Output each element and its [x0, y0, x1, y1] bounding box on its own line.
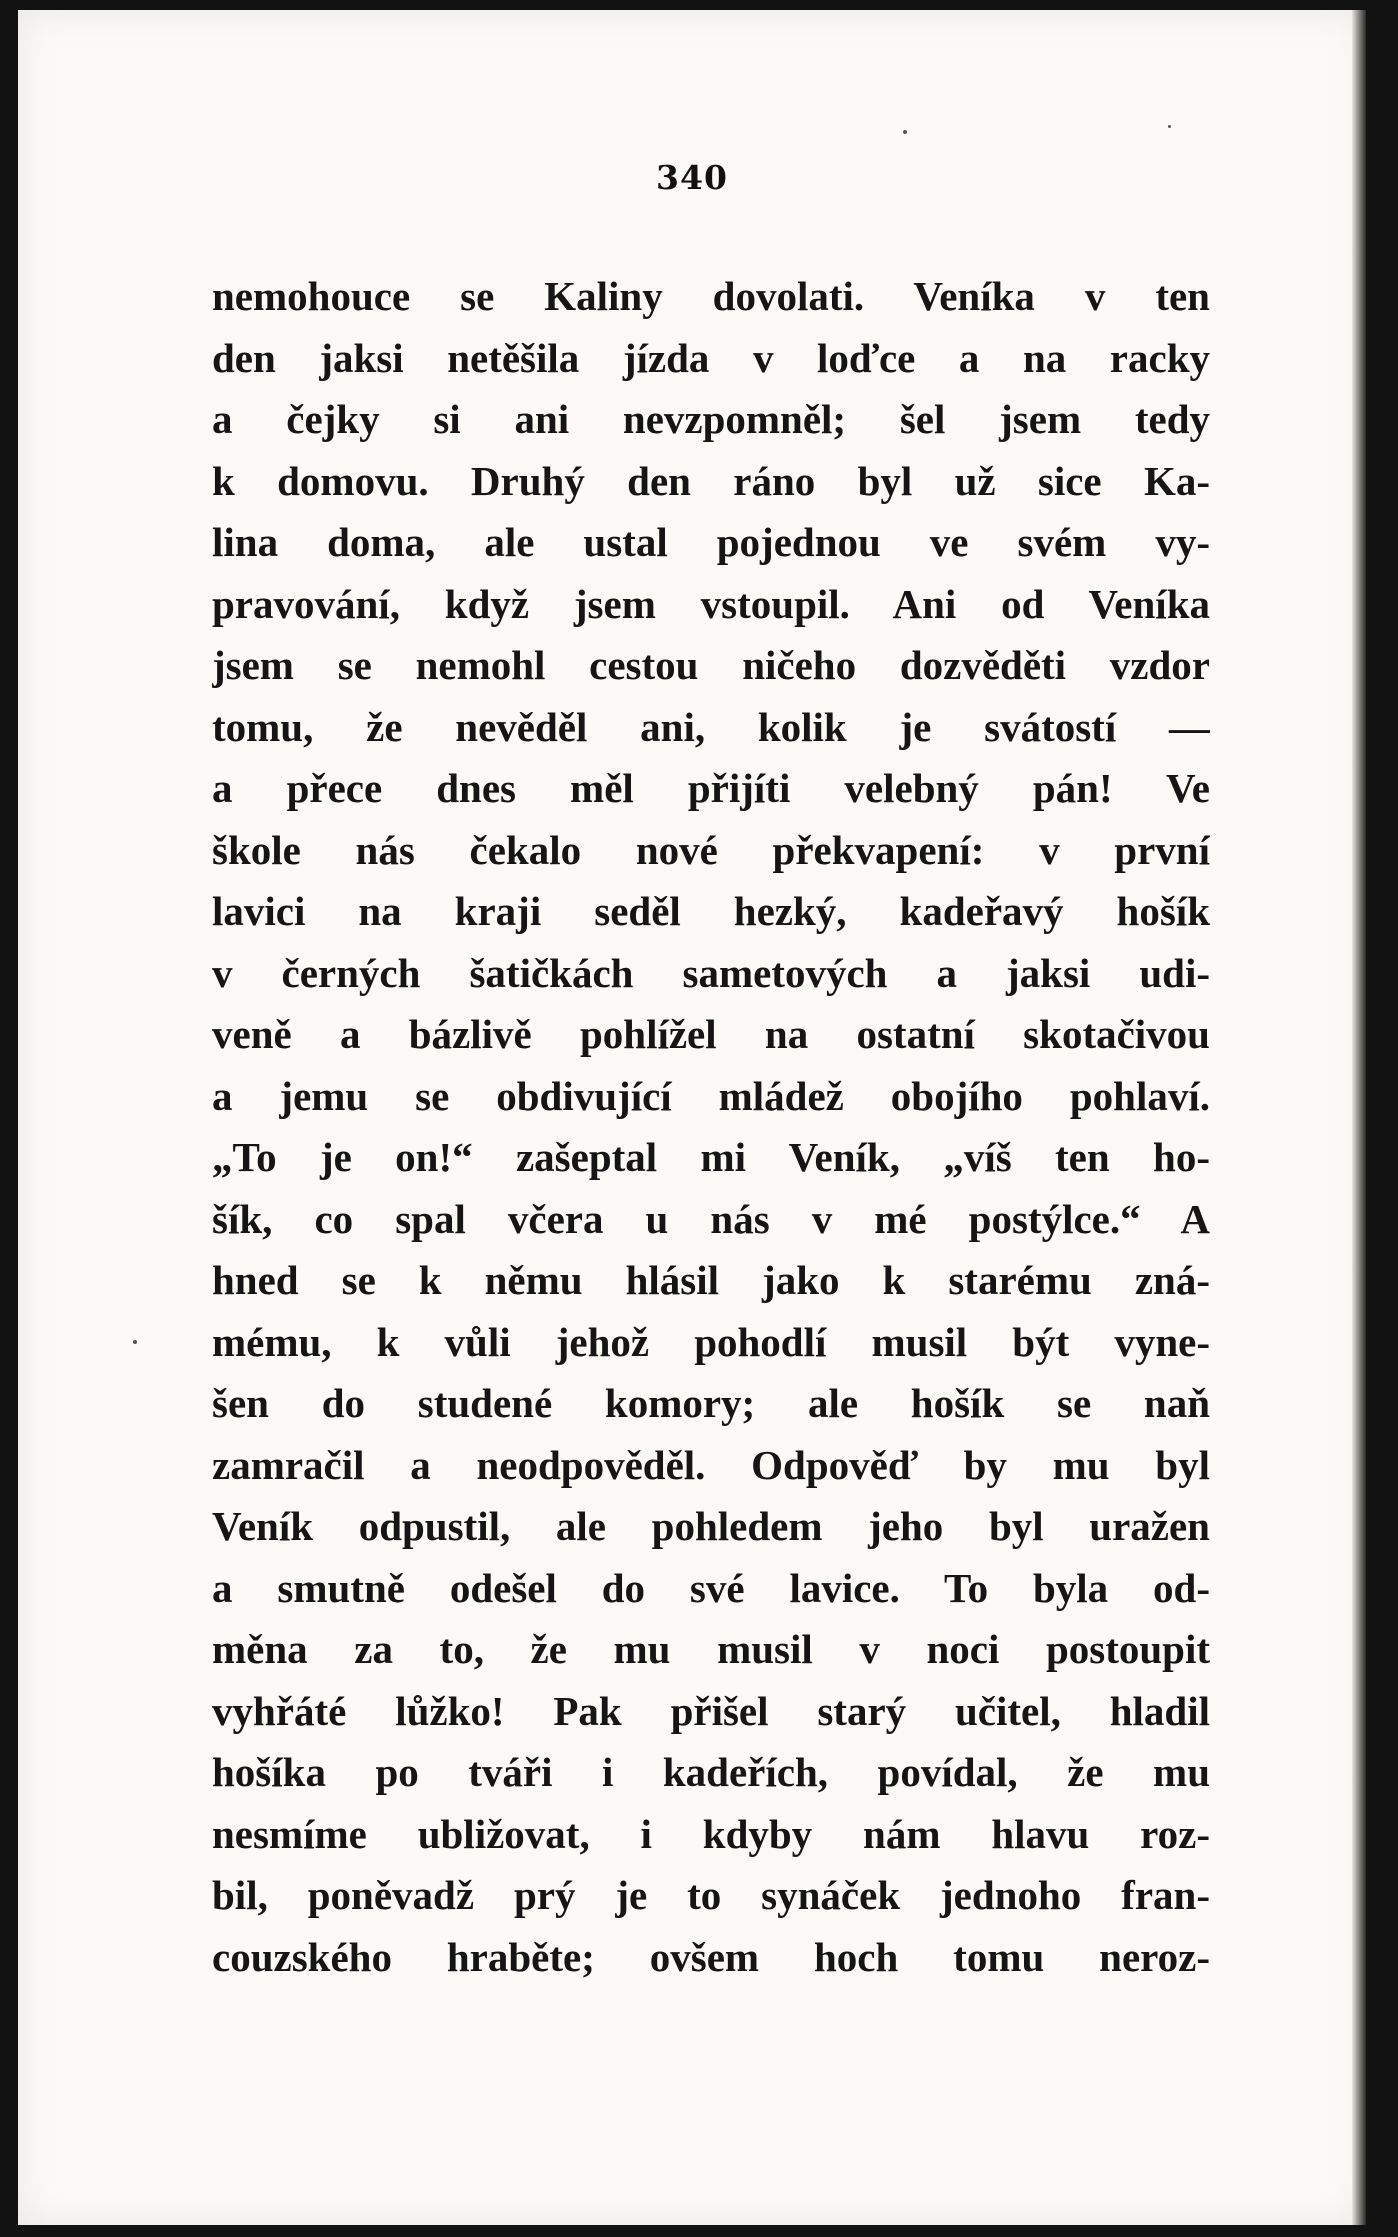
text-line: měna za to, že mu musil v noci postoupit [212, 1626, 1210, 1672]
text-line: Veník odpustil, ale pohledem jeho byl uražen [212, 1503, 1210, 1549]
text-line: tomu, že nevěděl ani, kolik je svátostí — [212, 703, 1210, 750]
text-line: zamračil a neodpověděl. Odpověď by mu byl [212, 1441, 1210, 1488]
text-line: šen do studené komory; ale hošík se naň [212, 1380, 1210, 1426]
text-line: a přece dnes měl přijíti velebný pán! Ve [212, 765, 1210, 811]
text-line: den jaksi netěšila jízda v loďce a na racky [212, 334, 1210, 381]
text-line: škole nás čekalo nové překvapení: v první [212, 826, 1210, 873]
text-line: a jemu se obdivující mládež obojího pohlaví. [212, 1072, 1210, 1119]
page-number: 340 [656, 158, 728, 197]
paper-speck [133, 1340, 137, 1344]
paper-speck [903, 130, 907, 134]
page-edge-shadow [1352, 10, 1366, 2225]
text-line: lina doma, ale ustal pojednou ve svém vy- [212, 519, 1210, 565]
text-line: nemohouce se Kaliny dovolati. Veníka v ten [212, 273, 1210, 319]
body-text [212, 266, 1210, 1988]
paper-speck [1168, 125, 1171, 128]
text-line: hned se k němu hlásil jako k starému zná- [212, 1257, 1210, 1303]
text-line: nesmíme ubližovat, i kdyby nám hlavu roz- [212, 1810, 1210, 1857]
text-line: hošíka po tváři i kadeřích, povídal, že mu [212, 1749, 1210, 1795]
text-line: vyhřáté lůžko! Pak přišel starý učitel, hladil [212, 1687, 1210, 1734]
text-line: couzského hraběte; ovšem hoch tomu neroz- [212, 1933, 1210, 1980]
text-line: bil, poněvadž prý je to synáček jednoho fran- [212, 1872, 1210, 1918]
text-line: v černých šatičkách sametových a jaksi udi- [212, 949, 1210, 996]
book-page [18, 10, 1366, 2225]
text-line: lavici na kraji seděl hezký, kadeřavý hošík [212, 888, 1210, 934]
text-line: šík, co spal včera u nás v mé postýlce.“ A [212, 1195, 1210, 1242]
text-line: jsem se nemohl cestou ničeho dozvěděti vzdor [212, 642, 1210, 688]
text-line: pravování, když jsem vstoupil. Ani od Veníka [212, 580, 1210, 627]
text-line: „To je on!“ zašeptal mi Veník, „víš ten ho- [212, 1134, 1210, 1180]
text-line: a čejky si ani nevzpomněl; šel jsem tedy [212, 396, 1210, 442]
text-line: mému, k vůli jehož pohodlí musil být vyne- [212, 1318, 1210, 1365]
text-line: a smutně odešel do své lavice. To byla od- [212, 1564, 1210, 1611]
text-line: k domovu. Druhý den ráno byl už sice Ka- [212, 457, 1210, 504]
text-line: veně a bázlivě pohlížel na ostatní skotačivou [212, 1011, 1210, 1057]
